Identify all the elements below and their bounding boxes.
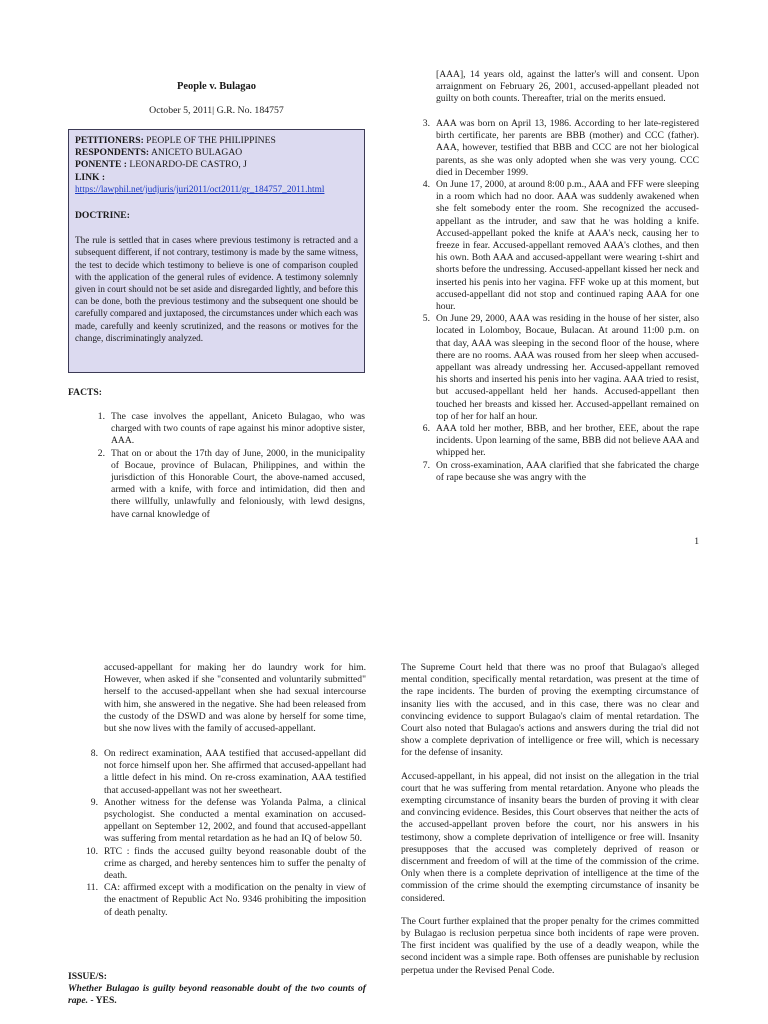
item-text: Another witness for the defense was Yolanda Palma, a clinical psychologist. She conducted a mental examination on accused-appellant on September 12, 2002, and found that accused-appellant was suffering from mental retardation as he had an IQ of below 50.: [104, 796, 366, 845]
item-text: CA: affirmed except with a modification on the penalty in view of the enactment of Republic Act No. 9346 prohibiting the imposition of death penalty.: [104, 882, 366, 918]
item-number: 3.: [422, 118, 430, 129]
case-link[interactable]: https://lawphil.net/judjuris/juri2011/oct2011/gr_184757_2011.html: [75, 184, 325, 195]
item-number: 8.: [90, 748, 98, 759]
ruling-column: [401, 662, 699, 988]
facts-list-left: [86, 411, 365, 521]
item-text: AAA was born on April 13, 1986. According to her late-registered birth certificate, her parents are BBB (mother) and CCC (father). AAA, however, testified that BBB and CCC are not her biological parents, as she was only adopted when she was very young. CCC died in December 1999.: [436, 118, 699, 178]
list-item: [411, 313, 699, 423]
item-number: 1.: [97, 411, 105, 422]
list-item: [79, 846, 366, 883]
item-text: The case involves the appellant, Aniceto Bulagao, who was charged with two counts of rape against his minor adoptive sister, AAA.: [111, 411, 365, 447]
item-text: On June 17, 2000, at around 8:00 p.m., AAA and FFF were sleeping in a room which had no door. AAA was suddenly awakened when she felt somebody enter the room. She recognized the accused-appellant as the intruder, and saw that he was holding a knife. Accused-appellant poked the knife at AAA's neck, causing her to freeze in fear. Accused-appellant removed AAA's clothes, and then his own. Both AAA and accused-appellant were wearing t-shirt and shorts before the undressing. Accused-appellant kissed her neck and inserted his penis into her vagina. FFF woke up at this moment, but accused-appellant did not stop and continued raping AAA for one hour.: [436, 179, 699, 313]
respondents-value: ANICETO BULAGAO: [149, 147, 243, 159]
list-item: [79, 797, 366, 846]
item-text: On redirect examination, AAA testified that accused-appellant did not force himself upon her. She affirmed that accused-appellant had a little defect in his mind. On re-cross examination, AAA testified that accused-appellant was not her sweetheart.: [104, 748, 366, 796]
list-item: [79, 748, 366, 797]
list-item: [411, 423, 699, 460]
list-item: [411, 118, 699, 179]
facts-continuation: accused-appellant for making her do laundry work for him. However, when asked if she "consented and voluntarily submitted" herself to the accused-appellant when she had sexual intercourse with him, she answered in the negative. She had been released from the custody of the DSWD and was alone by herself for some time, but she now lives with the family of accused-appellant.: [104, 662, 366, 735]
ruling-paragraph: The Supreme Court held that there was no proof that Bulagao's alleged mental condition, specifically mental retardation, was present at the time of the rape incidents. The burden of proving the exempting circumstance of insanity lies with the accused, and in this case, there was no clear and convincing evidence to support Bulagao's claim of mental retardation. The Court also noted that Bulagao's actions and answers during the trial did not show a complete deprivation of intelligence or free will, which is necessary for the defense of insanity.: [401, 662, 699, 759]
issue-statement: [68, 983, 366, 1007]
ruling-paragraph: The Court further explained that the proper penalty for the crimes committed by Bulagao is reclusion perpetua since both incidents of rape were proven. The first incident was qualified by the use of a deadly weapon, while the second incident was a simple rape. Both offenses are punishable by reclusion perpetua under the Revised Penal Code.: [401, 915, 699, 976]
item-number: 6.: [422, 423, 430, 435]
issue-question: Whether Bulagao is guilty beyond reasonable doubt of the two counts of rape.: [68, 983, 366, 1007]
item-text: AAA told her mother, BBB, and her brother, EEE, about the rape incidents. Upon learning of the same, BBB did not believe AAA and whipped her.: [436, 423, 699, 459]
link-label: LINK :: [75, 171, 106, 183]
case-dateline: October 5, 2011| G.R. No. 184757: [149, 105, 284, 116]
list-item: [411, 460, 699, 484]
petitioners-line: [75, 135, 358, 147]
item-number: 5.: [422, 313, 430, 325]
facts-list-left: [79, 748, 366, 919]
list-item: [411, 179, 699, 313]
ponente-line: [75, 159, 358, 171]
doctrine-label: DOCTRINE:: [75, 210, 130, 222]
item-number: 10.: [86, 845, 98, 857]
list-item: [86, 448, 365, 521]
item-number: 4.: [422, 179, 430, 191]
case-title: People v. Bulagao: [176, 81, 257, 92]
item-text: RTC : finds the accused guilty beyond reasonable doubt of the crime as charged, and hereby sentences him to suffer the penalty of death.: [104, 845, 366, 882]
facts-heading: FACTS:: [68, 387, 102, 398]
respondents-line: [75, 147, 358, 159]
case-info-box: [68, 129, 365, 373]
item-number: 11.: [86, 882, 98, 894]
item-text: That on or about the 17th day of June, 2000, in the municipality of Bocaue, province of Bulacan, Philippines, and within the jurisdiction of this Honorable Court, the above-named accused, armed with a knife, with force and intimidation, did then and there willfully, unlawfully and feloniously, with lewd designs, have carnal knowledge of: [111, 447, 365, 520]
ponente-value: LEONARDO-DE CASTRO, J: [126, 159, 247, 171]
item-text: On June 29, 2000, AAA was residing in the house of her sister, also located in Lolomboy, Bocaue, Bulacan. At around 11:00 p.m. on that day, AAA was sleeping in the second floor of the house, where there are no rooms. AAA was roused from her sleep when accused-appellant was already undressing her. Accused-appellant removed his shorts and inserted his penis into her vagina. AAA tried to resist, but accused-appellant held her hands. Accused-appellant then touched her breasts and kissed her. Accused-appellant remained on top of her for half an hour.: [436, 313, 699, 422]
petitioners-label: PETITIONERS:: [75, 135, 144, 146]
issue-heading: ISSUE/S:: [68, 971, 107, 982]
page-number: 1: [694, 536, 699, 547]
item-number: 9.: [90, 796, 98, 808]
list-item: [86, 411, 365, 448]
ponente-label: PONENTE :: [75, 159, 127, 171]
item-text: On cross-examination, AAA clarified that she fabricated the charge of rape because she was angry with the: [436, 459, 699, 483]
item-number: 7.: [422, 459, 430, 471]
petitioners-value: PEOPLE OF THE PHILIPPINES: [143, 135, 276, 146]
issue-answer: - YES.: [87, 995, 117, 1007]
doctrine-text: The rule is settled that in cases where previous testimony is retracted and a subsequent different, if not contrary, testimony is made by the same witness, the test to decide which testimony to believe is one of comparison coupled with the application of the general rules of evidence. A testimony solemnly given in court should not be set aside and disregarded lightly, and before this can be done, both the previous testimony and the subsequent one should be carefully compared and juxtaposed, the circumstances under which each was made, carefully and keenly scrutinized, and the reasons or motives for the change, discriminatingly analyzed.: [75, 235, 358, 343]
facts-list-right: [411, 118, 699, 484]
ruling-paragraph: Accused-appellant, in his appeal, did not insist on the allegation in the trial court that he was suffering from mental retardation. Anyone who pleads the exempting circumstance of insanity bears the burden of proving it with clear and convincing evidence. Besides, this Court observes that neither the acts of the accused-appellant proven before the court, nor his answers in his testimony, show a complete deprivation of intelligence or free will. Insanity presupposes that the accused was completely deprived of reason or discernment and freedom of will at the time of the commission of the crime. Only when there is a complete deprivation of intelligence at the time of the commission of the crime should the exempting circumstance of insanity be considered.: [401, 770, 699, 904]
facts-continuation: [AAA], 14 years old, against the latter's will and consent. Upon arraignment on February 26, 2001, accused-appellant pleaded not guilty on both counts. Thereafter, trial on the merits ensued.: [436, 69, 699, 105]
respondents-label: RESPONDENTS:: [75, 147, 150, 159]
item-number: 2.: [97, 447, 105, 459]
list-item: [79, 882, 366, 919]
